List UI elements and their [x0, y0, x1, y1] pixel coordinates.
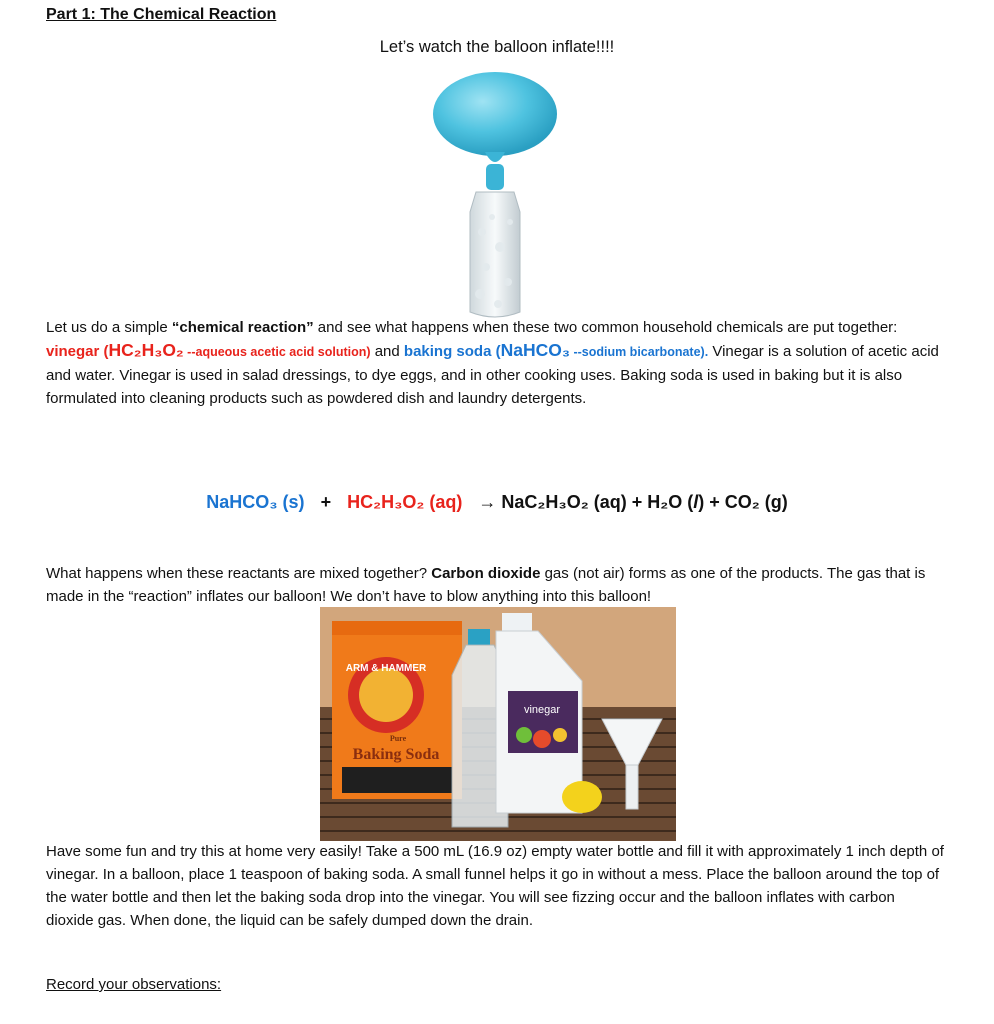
- chemical-equation: NaHCO₃ (s) + HC₂H₃O₂ (aq) → NaC₂H₃O₂ (aq) + H₂O (l) + CO₂ (g): [206, 492, 788, 512]
- page-heading: Part 1: The Chemical Reaction: [46, 6, 277, 23]
- intro-paragraph: Let us do a simple “chemical reaction” and see what happens when these two common household chemicals are put together: vinegar (HC₂H₃O₂ --aqueous acetic acid solution) and baking soda (NaHCO₃ --sodium bicarbonate). Vinegar is a solution of acetic acid and water. Vinegar is used in salad dressings, to dye eggs, and in other cooking uses. Baking soda is used in baking but it is also formulated into cleaning products such as powdered dish and laundry detergents.: [46, 319, 939, 407]
- balloon-subheading: Let’s watch the balloon inflate!!!!: [379, 38, 615, 56]
- svg-text:ARM & HAMMER: ARM & HAMMER: [345, 663, 427, 674]
- svg-text:vinegar: vinegar: [523, 704, 561, 716]
- baking-soda-box: [332, 621, 462, 799]
- record-observations-label: Record your observations:: [46, 976, 222, 993]
- svg-text:Pure: Pure: [389, 734, 407, 743]
- supplies-photo: [320, 607, 676, 841]
- svg-text:Baking Soda: Baking Soda: [352, 746, 440, 763]
- balloon-shape: [433, 72, 557, 156]
- balloon-bottle-photo: [420, 72, 570, 322]
- instructions-paragraph: Have some fun and try this at home very easily! Take a 500 mL (16.9 oz) empty water bottle and fill it with approximately 1 inch depth of vinegar. In a balloon, place 1 teaspoon of baking soda. A small funnel helps it go in without a mess. Place the balloon around the top of the water bottle and then let the baking soda drop into the vinegar. You will see fizzing occur and the balloon inflates with carbon dioxide gas. When done, the liquid can be safely dumped down the drain.: [46, 843, 944, 929]
- yellow-balloon: [562, 781, 602, 813]
- question-paragraph: What happens when these reactants are mixed together? Carbon dioxide gas (not air) forms as one of the products. The gas that is made in the “reaction” inflates our balloon! We don’t have to blow anything into this balloon!: [46, 565, 926, 605]
